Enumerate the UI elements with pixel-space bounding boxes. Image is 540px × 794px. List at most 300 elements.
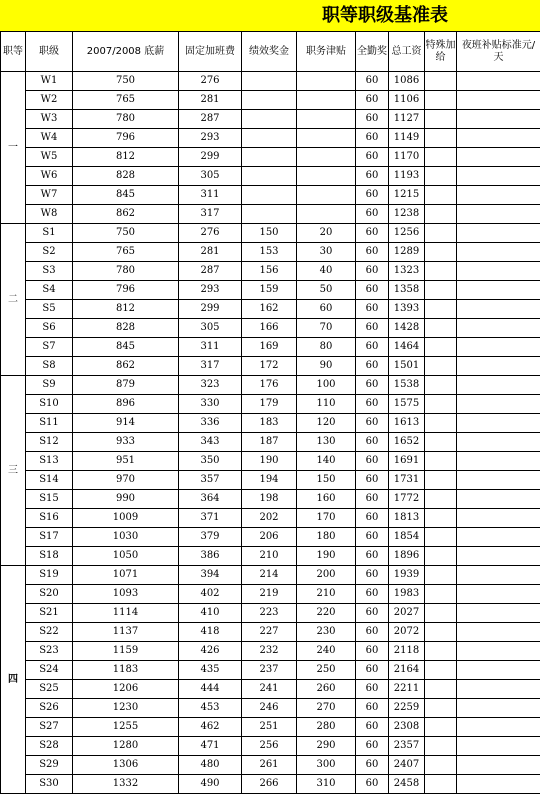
level-cell: S15 [26, 490, 73, 509]
fixed-overtime-cell: 410 [179, 604, 242, 623]
fixed-overtime-cell: 343 [179, 433, 242, 452]
special-bonus-cell [425, 338, 457, 357]
level-cell: S27 [26, 718, 73, 737]
attendance-bonus-cell: 60 [356, 775, 389, 794]
post-allowance-cell: 80 [297, 338, 356, 357]
post-allowance-cell [297, 148, 356, 167]
fixed-overtime-cell: 386 [179, 547, 242, 566]
total-salary-cell: 1501 [389, 357, 425, 376]
performance-bonus-cell: 150 [242, 224, 297, 243]
fixed-overtime-cell: 305 [179, 319, 242, 338]
night-allowance-cell [457, 262, 540, 281]
special-bonus-cell [425, 167, 457, 186]
special-bonus-cell [425, 661, 457, 680]
base-salary-cell: 796 [73, 129, 179, 148]
post-allowance-cell [297, 72, 356, 91]
table-row [1, 224, 540, 243]
base-salary-cell: 1206 [73, 680, 179, 699]
total-salary-cell: 1289 [389, 243, 425, 262]
night-allowance-cell [457, 585, 540, 604]
total-salary-cell: 1983 [389, 585, 425, 604]
base-salary-cell: 862 [73, 357, 179, 376]
level-cell: S25 [26, 680, 73, 699]
fixed-overtime-cell: 287 [179, 262, 242, 281]
performance-bonus-cell [242, 205, 297, 224]
fixed-overtime-cell: 480 [179, 756, 242, 775]
header-base-salary: 2007/2008 底薪 [73, 32, 179, 72]
post-allowance-cell: 40 [297, 262, 356, 281]
grade-cell: 四 [1, 566, 26, 794]
special-bonus-cell [425, 718, 457, 737]
page-title: 职等职级基准表 [0, 0, 540, 31]
night-allowance-cell [457, 547, 540, 566]
level-cell: S3 [26, 262, 73, 281]
post-allowance-cell: 120 [297, 414, 356, 433]
night-allowance-cell [457, 148, 540, 167]
performance-bonus-cell: 156 [242, 262, 297, 281]
attendance-bonus-cell: 60 [356, 699, 389, 718]
fixed-overtime-cell: 336 [179, 414, 242, 433]
table-row [1, 319, 540, 338]
total-salary-cell: 1215 [389, 186, 425, 205]
special-bonus-cell [425, 490, 457, 509]
fixed-overtime-cell: 276 [179, 72, 242, 91]
table-row [1, 414, 540, 433]
fixed-overtime-cell: 471 [179, 737, 242, 756]
special-bonus-cell [425, 110, 457, 129]
performance-bonus-cell: 190 [242, 452, 297, 471]
base-salary-cell: 1093 [73, 585, 179, 604]
attendance-bonus-cell: 60 [356, 547, 389, 566]
post-allowance-cell [297, 110, 356, 129]
special-bonus-cell [425, 319, 457, 338]
special-bonus-cell [425, 129, 457, 148]
fixed-overtime-cell: 394 [179, 566, 242, 585]
level-cell: S29 [26, 756, 73, 775]
special-bonus-cell [425, 623, 457, 642]
attendance-bonus-cell: 60 [356, 433, 389, 452]
fixed-overtime-cell: 299 [179, 300, 242, 319]
special-bonus-cell [425, 205, 457, 224]
level-cell: S5 [26, 300, 73, 319]
fixed-overtime-cell: 402 [179, 585, 242, 604]
base-salary-cell: 1114 [73, 604, 179, 623]
total-salary-cell: 1149 [389, 129, 425, 148]
total-salary-cell: 2211 [389, 680, 425, 699]
special-bonus-cell [425, 547, 457, 566]
special-bonus-cell [425, 604, 457, 623]
table-row [1, 129, 540, 148]
table-row [1, 376, 540, 395]
base-salary-cell: 845 [73, 338, 179, 357]
performance-bonus-cell: 256 [242, 737, 297, 756]
total-salary-cell: 2072 [389, 623, 425, 642]
fixed-overtime-cell: 418 [179, 623, 242, 642]
performance-bonus-cell: 183 [242, 414, 297, 433]
special-bonus-cell [425, 452, 457, 471]
level-cell: S13 [26, 452, 73, 471]
grade-cell: 三 [1, 376, 26, 566]
header-night-allowance: 夜班补贴标准元/天 [457, 32, 540, 72]
total-salary-cell: 2407 [389, 756, 425, 775]
post-allowance-cell: 310 [297, 775, 356, 794]
level-cell: S20 [26, 585, 73, 604]
base-salary-cell: 796 [73, 281, 179, 300]
attendance-bonus-cell: 60 [356, 585, 389, 604]
post-allowance-cell: 280 [297, 718, 356, 737]
attendance-bonus-cell: 60 [356, 186, 389, 205]
level-cell: W6 [26, 167, 73, 186]
base-salary-cell: 1009 [73, 509, 179, 528]
base-salary-cell: 828 [73, 319, 179, 338]
total-salary-cell: 1731 [389, 471, 425, 490]
performance-bonus-cell [242, 72, 297, 91]
table-row [1, 281, 540, 300]
attendance-bonus-cell: 60 [356, 395, 389, 414]
special-bonus-cell [425, 72, 457, 91]
fixed-overtime-cell: 330 [179, 395, 242, 414]
level-cell: S12 [26, 433, 73, 452]
table-row [1, 661, 540, 680]
performance-bonus-cell: 198 [242, 490, 297, 509]
night-allowance-cell [457, 186, 540, 205]
fixed-overtime-cell: 311 [179, 186, 242, 205]
night-allowance-cell [457, 566, 540, 585]
base-salary-cell: 750 [73, 224, 179, 243]
post-allowance-cell: 180 [297, 528, 356, 547]
night-allowance-cell [457, 376, 540, 395]
total-salary-cell: 1813 [389, 509, 425, 528]
special-bonus-cell [425, 642, 457, 661]
night-allowance-cell [457, 300, 540, 319]
total-salary-cell: 1772 [389, 490, 425, 509]
performance-bonus-cell: 176 [242, 376, 297, 395]
performance-bonus-cell: 219 [242, 585, 297, 604]
post-allowance-cell: 110 [297, 395, 356, 414]
level-cell: S16 [26, 509, 73, 528]
special-bonus-cell [425, 281, 457, 300]
base-salary-cell: 970 [73, 471, 179, 490]
attendance-bonus-cell: 60 [356, 737, 389, 756]
attendance-bonus-cell: 60 [356, 205, 389, 224]
base-salary-cell: 750 [73, 72, 179, 91]
post-allowance-cell: 100 [297, 376, 356, 395]
performance-bonus-cell: 202 [242, 509, 297, 528]
total-salary-cell: 1575 [389, 395, 425, 414]
table-row [1, 756, 540, 775]
total-salary-cell: 2259 [389, 699, 425, 718]
table-row [1, 604, 540, 623]
table-row [1, 528, 540, 547]
post-allowance-cell: 70 [297, 319, 356, 338]
level-cell: S9 [26, 376, 73, 395]
total-salary-cell: 2027 [389, 604, 425, 623]
attendance-bonus-cell: 60 [356, 357, 389, 376]
special-bonus-cell [425, 357, 457, 376]
performance-bonus-cell [242, 91, 297, 110]
fixed-overtime-cell: 371 [179, 509, 242, 528]
table-row [1, 72, 540, 91]
fixed-overtime-cell: 379 [179, 528, 242, 547]
night-allowance-cell [457, 205, 540, 224]
total-salary-cell: 1323 [389, 262, 425, 281]
post-allowance-cell [297, 205, 356, 224]
post-allowance-cell: 270 [297, 699, 356, 718]
night-allowance-cell [457, 699, 540, 718]
total-salary-cell: 1086 [389, 72, 425, 91]
level-cell: S7 [26, 338, 73, 357]
night-allowance-cell [457, 338, 540, 357]
table-row [1, 680, 540, 699]
night-allowance-cell [457, 509, 540, 528]
special-bonus-cell [425, 528, 457, 547]
table-row [1, 433, 540, 452]
level-cell: S21 [26, 604, 73, 623]
night-allowance-cell [457, 167, 540, 186]
base-salary-cell: 780 [73, 262, 179, 281]
special-bonus-cell [425, 376, 457, 395]
performance-bonus-cell: 266 [242, 775, 297, 794]
header-attendance-bonus: 全勤奖 [356, 32, 389, 72]
level-cell: S4 [26, 281, 73, 300]
attendance-bonus-cell: 60 [356, 110, 389, 129]
performance-bonus-cell: 246 [242, 699, 297, 718]
attendance-bonus-cell: 60 [356, 623, 389, 642]
performance-bonus-cell: 166 [242, 319, 297, 338]
special-bonus-cell [425, 433, 457, 452]
attendance-bonus-cell: 60 [356, 224, 389, 243]
total-salary-cell: 1193 [389, 167, 425, 186]
attendance-bonus-cell: 60 [356, 300, 389, 319]
total-salary-cell: 2357 [389, 737, 425, 756]
total-salary-cell: 1939 [389, 566, 425, 585]
night-allowance-cell [457, 490, 540, 509]
special-bonus-cell [425, 243, 457, 262]
special-bonus-cell [425, 756, 457, 775]
base-salary-cell: 765 [73, 243, 179, 262]
table-row [1, 547, 540, 566]
level-cell: W5 [26, 148, 73, 167]
post-allowance-cell: 200 [297, 566, 356, 585]
base-salary-cell: 1183 [73, 661, 179, 680]
special-bonus-cell [425, 471, 457, 490]
post-allowance-cell: 210 [297, 585, 356, 604]
post-allowance-cell: 230 [297, 623, 356, 642]
table-header-row [1, 32, 540, 72]
night-allowance-cell [457, 243, 540, 262]
total-salary-cell: 1691 [389, 452, 425, 471]
table-row [1, 775, 540, 794]
total-salary-cell: 2458 [389, 775, 425, 794]
base-salary-cell: 914 [73, 414, 179, 433]
post-allowance-cell: 140 [297, 452, 356, 471]
level-cell: S28 [26, 737, 73, 756]
base-salary-cell: 1306 [73, 756, 179, 775]
performance-bonus-cell [242, 129, 297, 148]
post-allowance-cell: 190 [297, 547, 356, 566]
attendance-bonus-cell: 60 [356, 528, 389, 547]
night-allowance-cell [457, 737, 540, 756]
level-cell: S8 [26, 357, 73, 376]
attendance-bonus-cell: 60 [356, 91, 389, 110]
total-salary-cell: 2118 [389, 642, 425, 661]
night-allowance-cell [457, 756, 540, 775]
performance-bonus-cell: 162 [242, 300, 297, 319]
night-allowance-cell [457, 319, 540, 338]
special-bonus-cell [425, 509, 457, 528]
table-body [1, 72, 540, 794]
post-allowance-cell: 150 [297, 471, 356, 490]
attendance-bonus-cell: 60 [356, 718, 389, 737]
base-salary-cell: 879 [73, 376, 179, 395]
level-cell: S18 [26, 547, 73, 566]
performance-bonus-cell: 194 [242, 471, 297, 490]
total-salary-cell: 1538 [389, 376, 425, 395]
fixed-overtime-cell: 317 [179, 205, 242, 224]
performance-bonus-cell: 232 [242, 642, 297, 661]
base-salary-cell: 1230 [73, 699, 179, 718]
performance-bonus-cell [242, 186, 297, 205]
attendance-bonus-cell: 60 [356, 566, 389, 585]
header-performance-bonus: 绩效奖金 [242, 32, 297, 72]
night-allowance-cell [457, 528, 540, 547]
attendance-bonus-cell: 60 [356, 262, 389, 281]
fixed-overtime-cell: 490 [179, 775, 242, 794]
post-allowance-cell: 20 [297, 224, 356, 243]
table-row [1, 395, 540, 414]
base-salary-cell: 780 [73, 110, 179, 129]
performance-bonus-cell: 179 [242, 395, 297, 414]
fixed-overtime-cell: 364 [179, 490, 242, 509]
performance-bonus-cell: 187 [242, 433, 297, 452]
special-bonus-cell [425, 566, 457, 585]
special-bonus-cell [425, 300, 457, 319]
fixed-overtime-cell: 311 [179, 338, 242, 357]
post-allowance-cell: 50 [297, 281, 356, 300]
total-salary-cell: 1127 [389, 110, 425, 129]
attendance-bonus-cell: 60 [356, 129, 389, 148]
level-cell: S30 [26, 775, 73, 794]
header-post-allowance: 职务津贴 [297, 32, 356, 72]
grade-cell: 一 [1, 72, 26, 224]
base-salary-cell: 896 [73, 395, 179, 414]
special-bonus-cell [425, 585, 457, 604]
attendance-bonus-cell: 60 [356, 471, 389, 490]
total-salary-cell: 2164 [389, 661, 425, 680]
total-salary-cell: 1238 [389, 205, 425, 224]
post-allowance-cell: 170 [297, 509, 356, 528]
total-salary-cell: 1170 [389, 148, 425, 167]
level-cell: S22 [26, 623, 73, 642]
header-fixed-overtime: 固定加班费 [179, 32, 242, 72]
total-salary-cell: 1358 [389, 281, 425, 300]
total-salary-cell: 2308 [389, 718, 425, 737]
base-salary-cell: 862 [73, 205, 179, 224]
special-bonus-cell [425, 775, 457, 794]
night-allowance-cell [457, 718, 540, 737]
attendance-bonus-cell: 60 [356, 509, 389, 528]
level-cell: S2 [26, 243, 73, 262]
attendance-bonus-cell: 60 [356, 376, 389, 395]
total-salary-cell: 1428 [389, 319, 425, 338]
level-cell: S17 [26, 528, 73, 547]
fixed-overtime-cell: 435 [179, 661, 242, 680]
attendance-bonus-cell: 60 [356, 148, 389, 167]
night-allowance-cell [457, 775, 540, 794]
post-allowance-cell: 60 [297, 300, 356, 319]
table-row [1, 338, 540, 357]
salary-grade-table [0, 31, 540, 794]
table-row [1, 566, 540, 585]
post-allowance-cell: 220 [297, 604, 356, 623]
base-salary-cell: 933 [73, 433, 179, 452]
attendance-bonus-cell: 60 [356, 452, 389, 471]
night-allowance-cell [457, 357, 540, 376]
performance-bonus-cell: 210 [242, 547, 297, 566]
post-allowance-cell [297, 91, 356, 110]
fixed-overtime-cell: 357 [179, 471, 242, 490]
table-row [1, 699, 540, 718]
level-cell: W8 [26, 205, 73, 224]
attendance-bonus-cell: 60 [356, 756, 389, 775]
level-cell: W3 [26, 110, 73, 129]
base-salary-cell: 1050 [73, 547, 179, 566]
performance-bonus-cell: 261 [242, 756, 297, 775]
attendance-bonus-cell: 60 [356, 338, 389, 357]
fixed-overtime-cell: 305 [179, 167, 242, 186]
night-allowance-cell [457, 623, 540, 642]
header-level: 职级 [26, 32, 73, 72]
base-salary-cell: 1137 [73, 623, 179, 642]
performance-bonus-cell: 223 [242, 604, 297, 623]
level-cell: S23 [26, 642, 73, 661]
night-allowance-cell [457, 680, 540, 699]
level-cell: W2 [26, 91, 73, 110]
post-allowance-cell: 250 [297, 661, 356, 680]
special-bonus-cell [425, 91, 457, 110]
night-allowance-cell [457, 471, 540, 490]
post-allowance-cell: 260 [297, 680, 356, 699]
total-salary-cell: 1854 [389, 528, 425, 547]
fixed-overtime-cell: 281 [179, 243, 242, 262]
base-salary-cell: 828 [73, 167, 179, 186]
night-allowance-cell [457, 433, 540, 452]
table-row [1, 243, 540, 262]
performance-bonus-cell [242, 148, 297, 167]
total-salary-cell: 1652 [389, 433, 425, 452]
attendance-bonus-cell: 60 [356, 490, 389, 509]
night-allowance-cell [457, 224, 540, 243]
level-cell: S19 [26, 566, 73, 585]
level-cell: S1 [26, 224, 73, 243]
performance-bonus-cell: 251 [242, 718, 297, 737]
attendance-bonus-cell: 60 [356, 319, 389, 338]
night-allowance-cell [457, 129, 540, 148]
base-salary-cell: 1071 [73, 566, 179, 585]
level-cell: S26 [26, 699, 73, 718]
performance-bonus-cell: 172 [242, 357, 297, 376]
level-cell: S14 [26, 471, 73, 490]
table-row [1, 262, 540, 281]
fixed-overtime-cell: 453 [179, 699, 242, 718]
special-bonus-cell [425, 262, 457, 281]
table-row [1, 585, 540, 604]
fixed-overtime-cell: 299 [179, 148, 242, 167]
performance-bonus-cell: 227 [242, 623, 297, 642]
base-salary-cell: 990 [73, 490, 179, 509]
total-salary-cell: 1256 [389, 224, 425, 243]
total-salary-cell: 1106 [389, 91, 425, 110]
